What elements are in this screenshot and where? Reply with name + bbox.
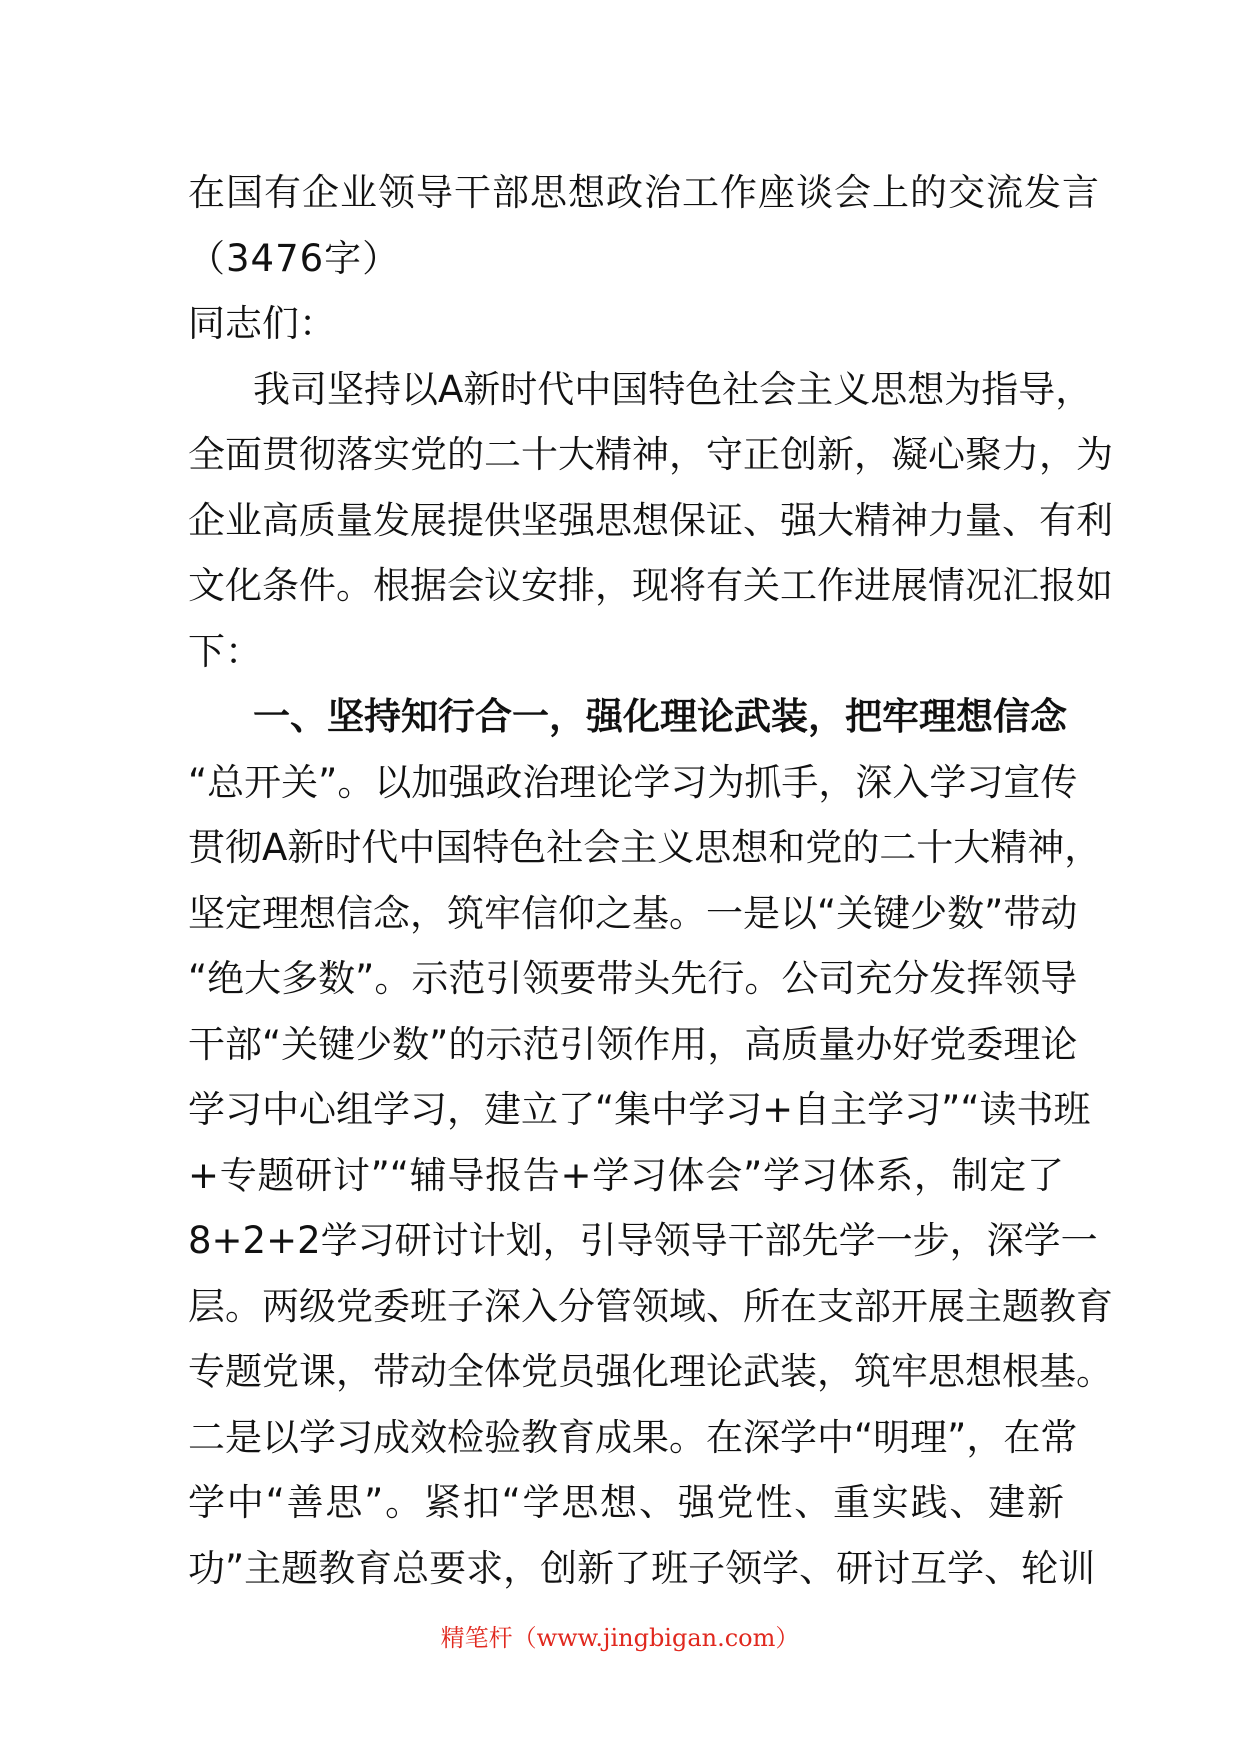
- body-line: 干部“关键少数”的示范引领作用，高质量办好党委理论: [188, 1022, 1078, 1066]
- footer-watermark: 精笔杆（www.jingbigan.com）: [440, 1624, 800, 1652]
- body-line: 层。两级党委班子深入分管领域、所在支部开展主题教育: [188, 1284, 1113, 1328]
- body-line: 我司坚持以A新时代中国特色社会主义思想为指导，: [253, 367, 1093, 411]
- document-title-line-1: 在国有企业领导干部思想政治工作座谈会上的交流发言: [188, 171, 1100, 214]
- body-line: 二是以学习成效检验教育成果。在深学中“明理”，在常: [188, 1415, 1078, 1459]
- body-line: “绝大多数”。示范引领要带头先行。公司充分发挥领导: [188, 957, 1078, 1000]
- body-line: “总开关”。以加强政治理论学习为抓手，深入学习宣传: [188, 760, 1078, 804]
- body-line: 专题党课，带动全体党员强化理论武装，筑牢思想根基。: [188, 1350, 1113, 1393]
- section-heading-line: 一、坚持知行合一，强化理论武装，把牢理想信念: [253, 695, 1067, 738]
- body-line: 全面贯彻落实党的二十大精神，守正创新，凝心聚力，为: [188, 433, 1113, 476]
- body-line: 贯彻A新时代中国特色社会主义思想和党的二十大精神，: [188, 826, 1102, 869]
- body-line: 坚定理想信念，筑牢信仰之基。一是以“关键少数”带动: [188, 891, 1078, 935]
- body-line: 学习中心组学习，建立了“集中学习+自主学习”“读书班: [188, 1088, 1091, 1131]
- document-title-line-2: （3476字）: [188, 236, 401, 280]
- body-line: 8+2+2学习研讨计划，引导领导干部先学一步，深学一: [188, 1219, 1098, 1262]
- body-line: 学中“善思”。紧扣“学思想、强党性、重实践、建新: [188, 1481, 1064, 1524]
- body-line: 功”主题教育总要求，创新了班子领学、研讨互学、轮训: [188, 1546, 1096, 1590]
- body-line: 文化条件。根据会议安排，现将有关工作进展情况汇报如: [188, 564, 1113, 607]
- body-line: 企业高质量发展提供坚强思想保证、强大精神力量、有利: [188, 498, 1113, 542]
- salutation: 同志们：: [188, 302, 336, 345]
- body-line: +专题研讨”“辅导报告+学习体会”学习体系，制定了: [188, 1153, 1064, 1197]
- document-page: [188, 160, 1113, 1601]
- body-line: 下：: [188, 629, 262, 673]
